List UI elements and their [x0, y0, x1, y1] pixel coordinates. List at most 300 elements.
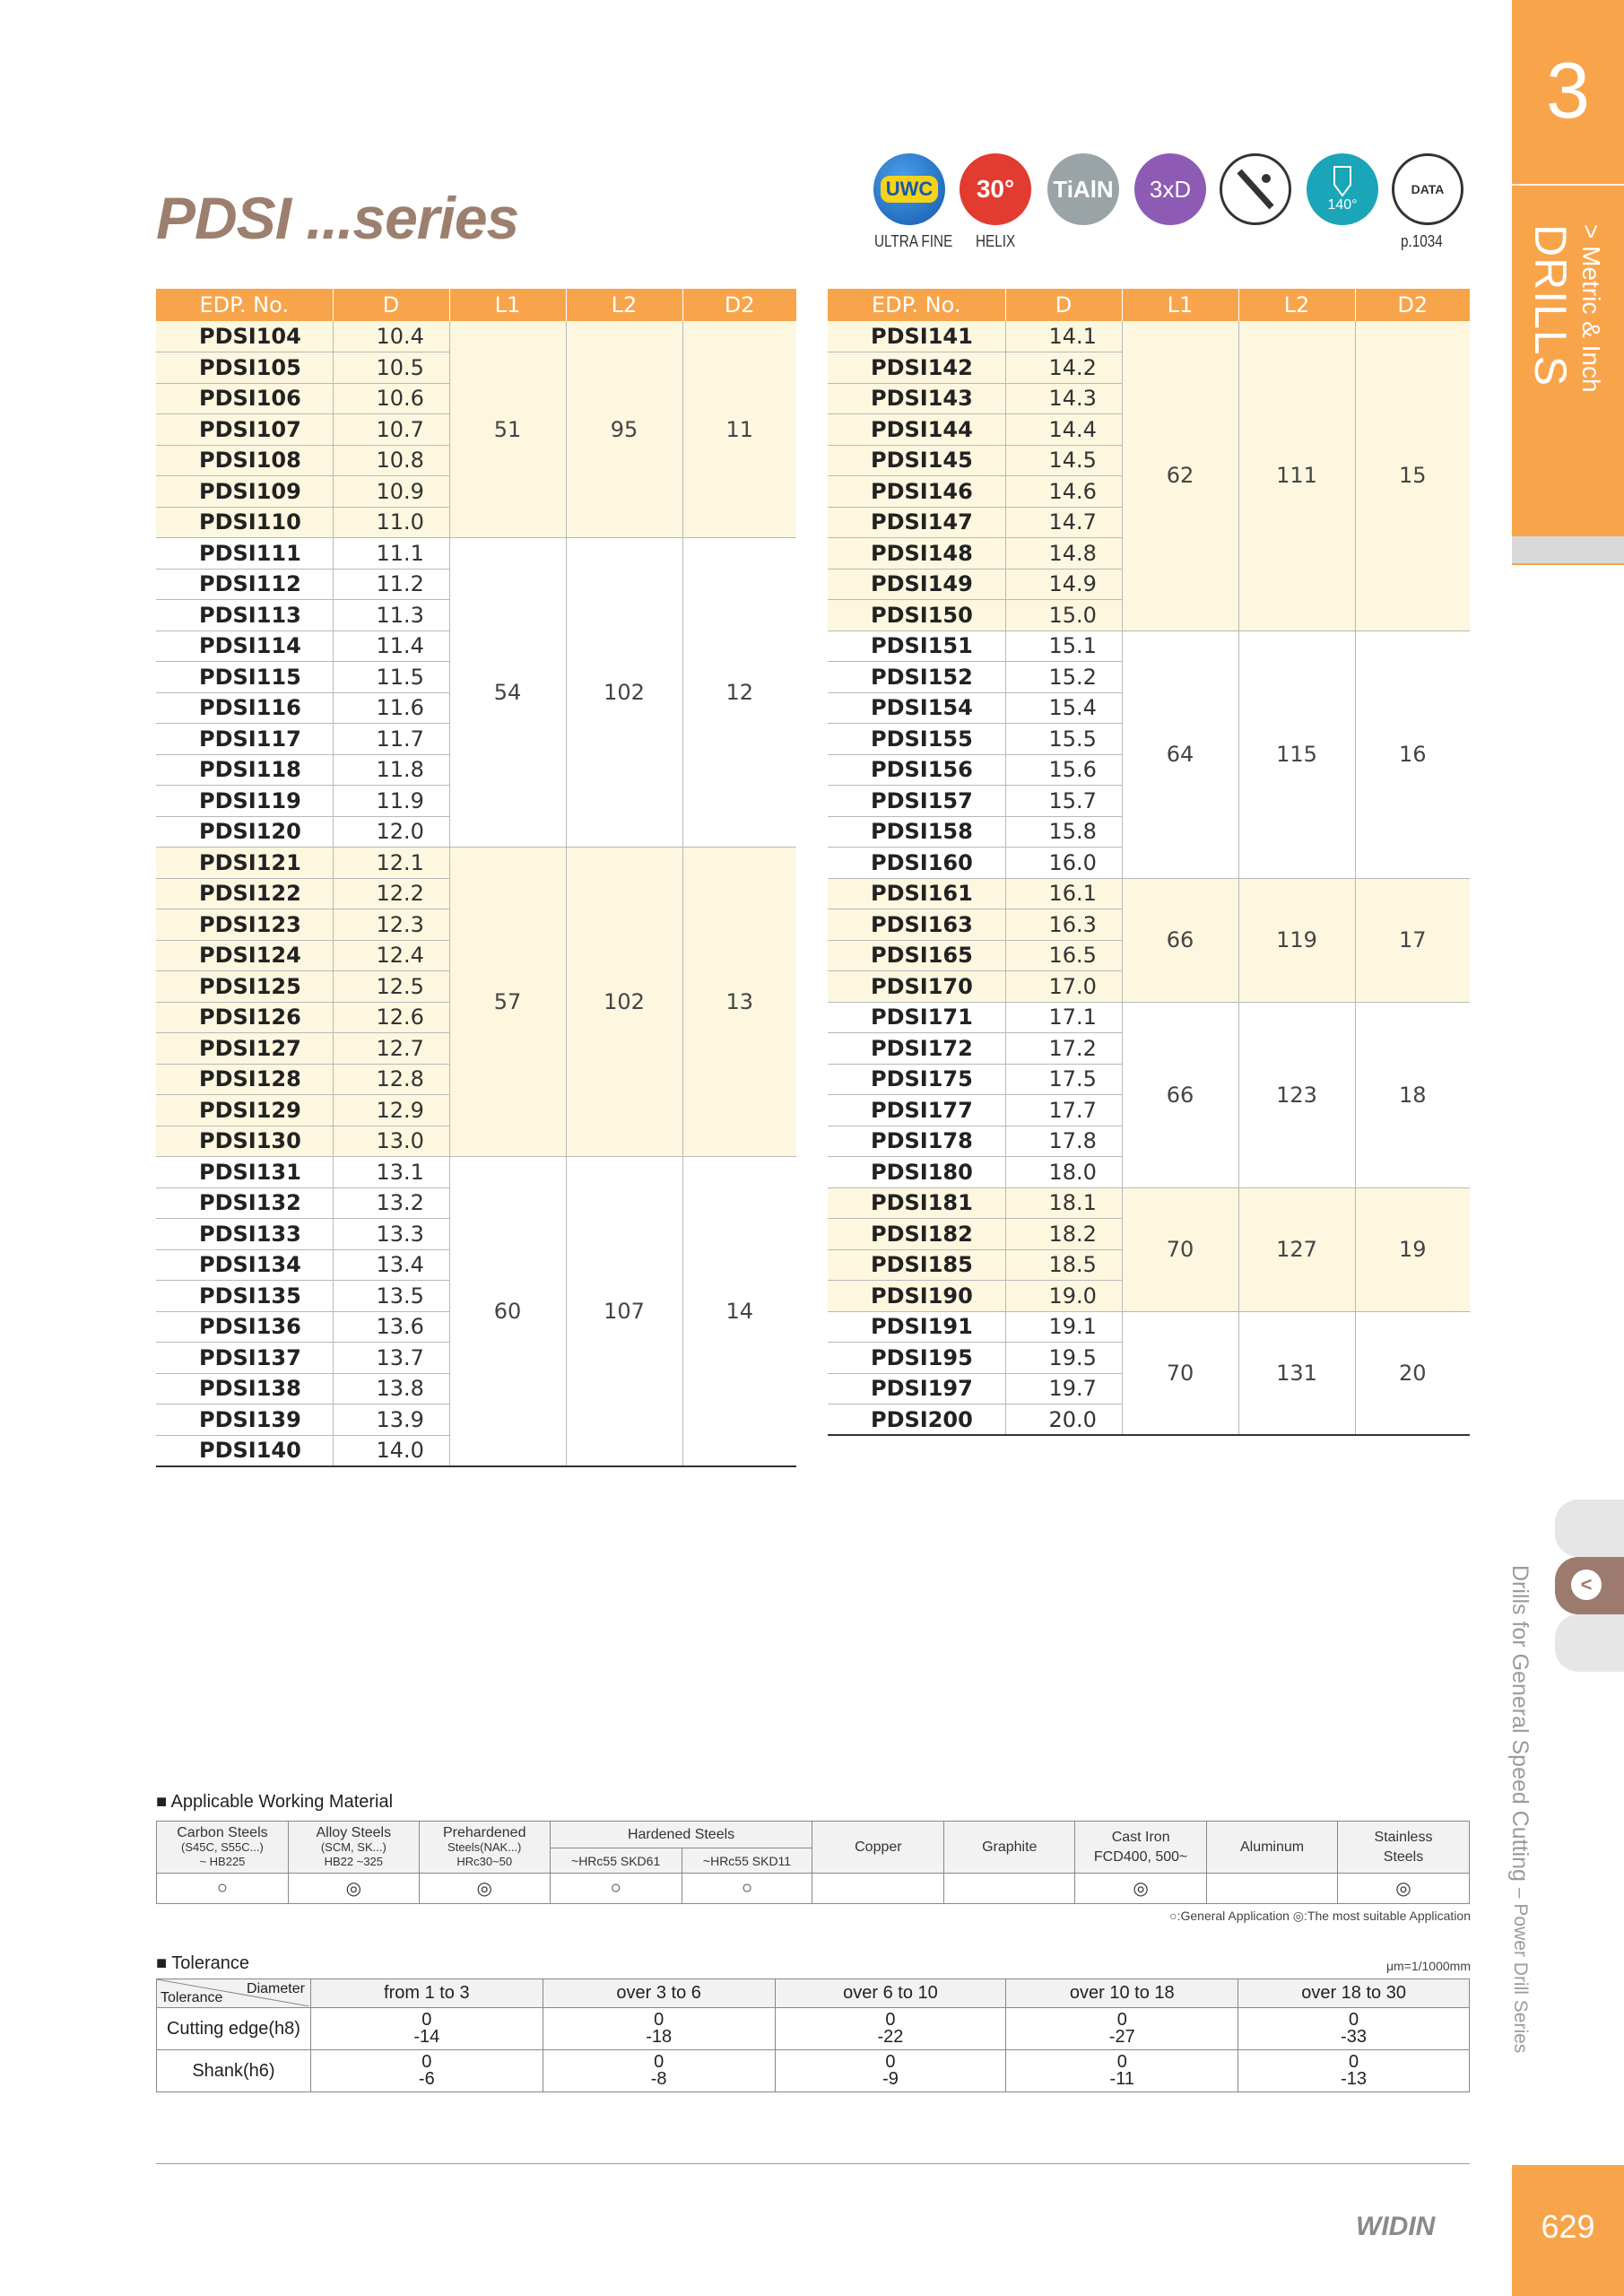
material-alloy-name: Alloy Steels — [316, 1824, 392, 1840]
tolerance-upper: 0 — [421, 2052, 432, 2072]
diameter-value: 11.8 — [333, 754, 449, 786]
diameter-value: 14.2 — [1005, 352, 1122, 384]
diameter-value: 11.0 — [333, 507, 449, 538]
tolerance-upper: 0 — [885, 2052, 896, 2072]
diameter-value: 11.9 — [333, 786, 449, 817]
spec-row — [828, 321, 1470, 352]
tolerance-col-header: from 1 to 3 — [310, 1979, 543, 2008]
diameter-value: 12.1 — [333, 848, 449, 879]
material-preh-name: Prehardened — [442, 1824, 526, 1840]
chapter-band-edge — [1512, 536, 1624, 563]
group-l1-value: 60 — [449, 1157, 566, 1466]
material-hardened-skd11: ~HRc55 SKD11 — [682, 1848, 812, 1874]
tialn-coating-icon: TiAlN — [1047, 153, 1119, 225]
material-hardened-skd61: ~HRc55 SKD61 — [550, 1848, 682, 1874]
tolerance-lower: -11 — [1109, 2069, 1134, 2089]
point-angle-icon — [1307, 153, 1378, 225]
edp-number: PDSI111 — [156, 538, 333, 570]
spec-table-right — [828, 289, 1470, 1436]
data-page-ref: p.1034 — [1401, 232, 1443, 250]
material-table — [156, 1821, 1470, 1904]
group-d2-value: 19 — [1355, 1187, 1470, 1311]
edp-number: PDSI139 — [156, 1405, 333, 1436]
edp-number: PDSI151 — [828, 631, 1005, 662]
side-caption — [1507, 1565, 1533, 2053]
edp-number: PDSI158 — [828, 816, 1005, 848]
edp-number: PDSI110 — [156, 507, 333, 538]
chapter-number: 3 — [1546, 46, 1590, 135]
tolerance-value — [543, 2050, 775, 2092]
material-graphite: Graphite — [944, 1822, 1075, 1874]
material-value: ○ — [157, 1874, 289, 1904]
tolerance-upper: 0 — [885, 2010, 896, 2030]
depth-3xd-icon: 3xD — [1134, 153, 1206, 225]
diameter-value: 13.8 — [333, 1373, 449, 1405]
diameter-value: 12.3 — [333, 909, 449, 941]
diameter-value: 13.5 — [333, 1281, 449, 1312]
edp-number: PDSI147 — [828, 507, 1005, 538]
diameter-value: 12.2 — [333, 878, 449, 909]
spec-row — [828, 878, 1470, 909]
group-l1-value: 51 — [449, 321, 566, 538]
side-tabs — [1555, 1500, 1624, 1672]
diameter-value: 15.1 — [1005, 631, 1122, 662]
material-castiron-name: Cast Iron — [1111, 1829, 1170, 1845]
edp-number: PDSI150 — [828, 600, 1005, 631]
edp-number: PDSI104 — [156, 321, 333, 352]
edp-number: PDSI132 — [156, 1187, 333, 1219]
group-l1-value: 66 — [1122, 1002, 1238, 1187]
group-l2-value: 127 — [1238, 1187, 1355, 1311]
tolerance-row — [157, 2008, 1470, 2050]
edp-number: PDSI138 — [156, 1373, 333, 1405]
edp-number: PDSI157 — [828, 786, 1005, 817]
group-l2-value: 95 — [566, 321, 682, 538]
diameter-value: 13.9 — [333, 1405, 449, 1436]
spec-table-left — [156, 289, 796, 1467]
material-value: ◎ — [419, 1874, 550, 1904]
diameter-value: 15.8 — [1005, 816, 1122, 848]
data-icon: DATA — [1392, 153, 1463, 225]
material-stainless — [1338, 1822, 1470, 1874]
diameter-value: 19.7 — [1005, 1373, 1122, 1405]
edp-number: PDSI171 — [828, 1002, 1005, 1033]
diameter-value: 13.4 — [333, 1249, 449, 1281]
tolerance-upper: 0 — [1116, 2010, 1127, 2030]
tolerance-row-label: Cutting edge(h8) — [157, 2008, 311, 2050]
diameter-value: 14.4 — [1005, 414, 1122, 446]
material-value — [944, 1874, 1075, 1904]
edp-number: PDSI133 — [156, 1219, 333, 1250]
tolerance-value — [310, 2008, 543, 2050]
tolerance-corner-diameter: Diameter — [247, 1981, 305, 1996]
tolerance-value — [775, 2008, 1006, 2050]
edp-number: PDSI136 — [156, 1311, 333, 1343]
edp-number: PDSI146 — [828, 476, 1005, 508]
edp-number: PDSI165 — [828, 940, 1005, 971]
diameter-value: 12.7 — [333, 1033, 449, 1065]
material-legend-note: ○:General Application ◎:The most suitable Application — [1169, 1909, 1471, 1923]
helix-label: HELIX — [976, 232, 1016, 250]
spec-row — [156, 1157, 796, 1188]
tolerance-table — [156, 1979, 1470, 2092]
material-carbon-name: Carbon Steels — [177, 1824, 268, 1840]
tolerance-lower: -9 — [882, 2069, 899, 2089]
diameter-value: 14.8 — [1005, 538, 1122, 570]
edp-number: PDSI135 — [156, 1281, 333, 1312]
edp-number: PDSI118 — [156, 754, 333, 786]
chevron-left-icon: < — [1571, 1570, 1602, 1600]
group-l2-value: 131 — [1238, 1311, 1355, 1435]
group-l2-value: 102 — [566, 848, 682, 1157]
diameter-value: 11.2 — [333, 569, 449, 600]
group-d2-value: 13 — [682, 848, 796, 1157]
diameter-value: 14.6 — [1005, 476, 1122, 508]
header-edp: EDP. No. — [828, 289, 1005, 321]
material-castiron-sub: FCD400, 500~ — [1093, 1848, 1188, 1865]
diameter-value: 19.1 — [1005, 1311, 1122, 1343]
drill-point-glyph — [1329, 165, 1356, 197]
edp-number: PDSI170 — [828, 971, 1005, 1003]
header-l1: L1 — [449, 289, 566, 321]
diameter-value: 20.0 — [1005, 1405, 1122, 1436]
diameter-value: 15.5 — [1005, 724, 1122, 755]
group-l2-value: 123 — [1238, 1002, 1355, 1187]
helix-icon: 30° — [960, 153, 1031, 225]
group-d2-value: 20 — [1355, 1311, 1470, 1435]
edp-number: PDSI115 — [156, 662, 333, 693]
spec-table-header — [828, 289, 1470, 321]
page-number: 629 — [1541, 2208, 1595, 2245]
edp-number: PDSI197 — [828, 1373, 1005, 1405]
edp-number: PDSI175 — [828, 1064, 1005, 1095]
diameter-value: 17.0 — [1005, 971, 1122, 1003]
tolerance-unit: μm=1/1000mm — [1385, 1959, 1471, 1973]
tolerance-upper: 0 — [1116, 2052, 1127, 2072]
spec-row — [828, 631, 1470, 662]
edp-number: PDSI130 — [156, 1126, 333, 1157]
edp-number: PDSI127 — [156, 1033, 333, 1065]
diameter-value: 17.2 — [1005, 1033, 1122, 1065]
footer-rule — [156, 2163, 1470, 2164]
tolerance-value — [1238, 2008, 1470, 2050]
header-l1: L1 — [1122, 289, 1238, 321]
tolerance-col-header: over 10 to 18 — [1006, 1979, 1238, 2008]
diameter-value: 15.6 — [1005, 754, 1122, 786]
diameter-value: 13.6 — [333, 1311, 449, 1343]
edp-number: PDSI129 — [156, 1095, 333, 1126]
tolerance-lower: -27 — [1108, 2027, 1135, 2047]
edp-number: PDSI105 — [156, 352, 333, 384]
section-title — [1524, 224, 1614, 520]
edp-number: PDSI156 — [828, 754, 1005, 786]
side-tab-active[interactable] — [1555, 1557, 1624, 1614]
material-preh-hrc: HRc30~50 — [456, 1854, 513, 1868]
group-d2-value: 12 — [682, 538, 796, 848]
diameter-value: 11.7 — [333, 724, 449, 755]
edp-number: PDSI172 — [828, 1033, 1005, 1065]
material-alloy — [288, 1822, 419, 1874]
diameter-value: 12.4 — [333, 940, 449, 971]
group-d2-value: 16 — [1355, 631, 1470, 878]
edp-number: PDSI131 — [156, 1157, 333, 1188]
diameter-value: 11.3 — [333, 600, 449, 631]
tolerance-lower: -18 — [646, 2027, 673, 2047]
group-l1-value: 64 — [1122, 631, 1238, 878]
diameter-value: 15.4 — [1005, 692, 1122, 724]
tolerance-lower: -14 — [413, 2027, 440, 2047]
group-l1-value: 57 — [449, 848, 566, 1157]
widin-logo: WIDIN — [1356, 2212, 1436, 2241]
edp-number: PDSI113 — [156, 600, 333, 631]
spec-row — [156, 848, 796, 879]
group-d2-value: 17 — [1355, 878, 1470, 1002]
header-l2: L2 — [566, 289, 682, 321]
section-title-small: > Metric & Inch — [1577, 224, 1605, 393]
edp-number: PDSI148 — [828, 538, 1005, 570]
diameter-value: 14.1 — [1005, 321, 1122, 352]
diameter-value: 10.8 — [333, 445, 449, 476]
diameter-value: 19.5 — [1005, 1343, 1122, 1374]
edp-number: PDSI195 — [828, 1343, 1005, 1374]
diameter-value: 10.6 — [333, 383, 449, 414]
edp-number: PDSI163 — [828, 909, 1005, 941]
section-title-big: DRILLS — [1525, 224, 1576, 387]
edp-number: PDSI140 — [156, 1435, 333, 1466]
point-angle-text: 140° — [1327, 197, 1358, 213]
header-l2: L2 — [1238, 289, 1355, 321]
uwc-icon-text: UWC — [881, 176, 939, 203]
tolerance-row — [157, 2050, 1470, 2092]
material-value: ◎ — [288, 1874, 419, 1904]
edp-number: PDSI180 — [828, 1157, 1005, 1188]
material-stainless-sub: Steels — [1383, 1848, 1424, 1865]
edp-number: PDSI121 — [156, 848, 333, 879]
edp-number: PDSI145 — [828, 445, 1005, 476]
tolerance-corner-cell — [157, 1979, 311, 2008]
group-l2-value: 115 — [1238, 631, 1355, 878]
tolerance-lower: -33 — [1341, 2027, 1368, 2047]
material-value: ○ — [682, 1874, 812, 1904]
edp-number: PDSI185 — [828, 1249, 1005, 1281]
edp-number: PDSI142 — [828, 352, 1005, 384]
diameter-value: 16.0 — [1005, 848, 1122, 879]
diameter-value: 14.3 — [1005, 383, 1122, 414]
edp-number: PDSI128 — [156, 1064, 333, 1095]
group-l1-value: 62 — [1122, 321, 1238, 631]
diameter-value: 12.9 — [333, 1095, 449, 1126]
edp-number: PDSI177 — [828, 1095, 1005, 1126]
tolerance-upper: 0 — [654, 2010, 664, 2030]
tolerance-col-header: over 18 to 30 — [1238, 1979, 1470, 2008]
group-d2-value: 11 — [682, 321, 796, 538]
header-d: D — [1005, 289, 1122, 321]
side-caption-sub: – Power Drill Series — [1510, 1887, 1531, 2054]
tolerance-lower: -22 — [877, 2027, 904, 2047]
group-l1-value: 66 — [1122, 878, 1238, 1002]
diameter-value: 16.1 — [1005, 878, 1122, 909]
diameter-value: 14.5 — [1005, 445, 1122, 476]
diameter-value: 13.0 — [333, 1126, 449, 1157]
edp-number: PDSI181 — [828, 1187, 1005, 1219]
material-alloy-hb: HB22 ~325 — [324, 1854, 384, 1868]
tolerance-value — [775, 2050, 1006, 2092]
material-aluminum: Aluminum — [1207, 1822, 1338, 1874]
diameter-value: 11.5 — [333, 662, 449, 693]
group-l2-value: 107 — [566, 1157, 682, 1466]
diameter-value: 10.5 — [333, 352, 449, 384]
edp-number: PDSI114 — [156, 631, 333, 662]
tolerance-lower: -6 — [418, 2069, 435, 2089]
material-alloy-sub: (SCM, SK...) — [320, 1839, 386, 1854]
tolerance-row-label: Shank(h6) — [157, 2050, 311, 2092]
material-value: ◎ — [1338, 1874, 1470, 1904]
diameter-value: 14.7 — [1005, 507, 1122, 538]
edp-number: PDSI161 — [828, 878, 1005, 909]
spec-row — [828, 1311, 1470, 1343]
diameter-value: 15.0 — [1005, 600, 1122, 631]
diameter-value: 13.3 — [333, 1219, 449, 1250]
diameter-value: 16.5 — [1005, 940, 1122, 971]
diameter-value: 13.2 — [333, 1187, 449, 1219]
tolerance-col-header: over 6 to 10 — [775, 1979, 1006, 2008]
group-d2-value: 18 — [1355, 1002, 1470, 1187]
header-d: D — [333, 289, 449, 321]
header-d2: D2 — [682, 289, 796, 321]
tolerance-heading: ■ Tolerance — [156, 1953, 249, 1973]
diameter-value: 17.5 — [1005, 1064, 1122, 1095]
tolerance-upper: 0 — [1349, 2052, 1359, 2072]
diameter-value: 14.9 — [1005, 569, 1122, 600]
chapter-divider — [1512, 184, 1624, 186]
group-l1-value: 54 — [449, 538, 566, 848]
diameter-value: 15.2 — [1005, 662, 1122, 693]
edp-number: PDSI134 — [156, 1249, 333, 1281]
diameter-value: 12.5 — [333, 971, 449, 1003]
group-l1-value: 70 — [1122, 1187, 1238, 1311]
tolerance-lower: -13 — [1341, 2069, 1368, 2089]
edp-number: PDSI182 — [828, 1219, 1005, 1250]
group-l1-value: 70 — [1122, 1311, 1238, 1435]
tolerance-upper: 0 — [1349, 2010, 1359, 2030]
diameter-value: 11.1 — [333, 538, 449, 570]
diameter-value: 12.0 — [333, 816, 449, 848]
material-value: ○ — [550, 1874, 682, 1904]
diameter-value: 10.9 — [333, 476, 449, 508]
diameter-value: 11.4 — [333, 631, 449, 662]
edp-number: PDSI144 — [828, 414, 1005, 446]
edp-number: PDSI155 — [828, 724, 1005, 755]
group-d2-value: 14 — [682, 1157, 796, 1466]
diameter-value: 13.1 — [333, 1157, 449, 1188]
edp-number: PDSI149 — [828, 569, 1005, 600]
material-header-row — [157, 1822, 1470, 1848]
header-edp: EDP. No. — [156, 289, 333, 321]
group-l2-value: 111 — [1238, 321, 1355, 631]
spec-row — [828, 1002, 1470, 1033]
side-caption-main: Drills for General Speed Cutting — [1507, 1565, 1533, 1882]
edp-number: PDSI200 — [828, 1405, 1005, 1436]
edp-number: PDSI108 — [156, 445, 333, 476]
tolerance-value — [310, 2050, 543, 2092]
group-l2-value: 102 — [566, 538, 682, 848]
diameter-value: 14.0 — [333, 1435, 449, 1466]
edp-number: PDSI109 — [156, 476, 333, 508]
tolerance-value — [1006, 2050, 1238, 2092]
edp-number: PDSI190 — [828, 1281, 1005, 1312]
diameter-value: 15.7 — [1005, 786, 1122, 817]
spec-row — [156, 538, 796, 570]
diameter-value: 17.8 — [1005, 1126, 1122, 1157]
material-carbon-hb: ~ HB225 — [199, 1854, 246, 1868]
edp-number: PDSI191 — [828, 1311, 1005, 1343]
edp-number: PDSI117 — [156, 724, 333, 755]
diameter-value: 17.1 — [1005, 1002, 1122, 1033]
side-tab-bottom[interactable] — [1555, 1614, 1624, 1672]
tolerance-value — [1238, 2050, 1470, 2092]
diameter-value: 18.1 — [1005, 1187, 1122, 1219]
diameter-value: 11.6 — [333, 692, 449, 724]
material-stainless-name: Stainless — [1374, 1829, 1433, 1845]
edp-number: PDSI126 — [156, 1002, 333, 1033]
uwc-icon — [873, 153, 945, 225]
edp-number: PDSI107 — [156, 414, 333, 446]
drill-tool-glyph — [1230, 164, 1281, 214]
material-castiron — [1075, 1822, 1207, 1874]
diameter-value: 18.5 — [1005, 1249, 1122, 1281]
edp-number: PDSI137 — [156, 1343, 333, 1374]
material-carbon — [157, 1822, 289, 1874]
tolerance-upper: 0 — [654, 2052, 664, 2072]
material-value — [1207, 1874, 1338, 1904]
diameter-value: 10.4 — [333, 321, 449, 352]
diameter-value: 19.0 — [1005, 1281, 1122, 1312]
edp-number: PDSI160 — [828, 848, 1005, 879]
edp-number: PDSI123 — [156, 909, 333, 941]
edp-number: PDSI119 — [156, 786, 333, 817]
material-prehardened — [419, 1822, 550, 1874]
material-hardened: Hardened Steels — [550, 1822, 812, 1848]
header-d2: D2 — [1355, 289, 1470, 321]
edp-number: PDSI154 — [828, 692, 1005, 724]
side-tab-top[interactable] — [1555, 1500, 1624, 1557]
diameter-value: 13.7 — [333, 1343, 449, 1374]
uwc-label: ULTRA FINE — [874, 232, 953, 250]
edp-number: PDSI122 — [156, 878, 333, 909]
edp-number: PDSI178 — [828, 1126, 1005, 1157]
edp-number: PDSI120 — [156, 816, 333, 848]
edp-number: PDSI152 — [828, 662, 1005, 693]
diameter-value: 10.7 — [333, 414, 449, 446]
edp-number: PDSI112 — [156, 569, 333, 600]
diameter-value: 12.6 — [333, 1002, 449, 1033]
edp-number: PDSI125 — [156, 971, 333, 1003]
tolerance-value — [543, 2008, 775, 2050]
edp-number: PDSI143 — [828, 383, 1005, 414]
diameter-value: 17.7 — [1005, 1095, 1122, 1126]
group-l2-value: 119 — [1238, 878, 1355, 1002]
tolerance-upper: 0 — [421, 2010, 432, 2030]
tolerance-value — [1006, 2008, 1238, 2050]
edp-number: PDSI124 — [156, 940, 333, 971]
diameter-value: 12.8 — [333, 1064, 449, 1095]
material-heading: ■ Applicable Working Material — [156, 1792, 394, 1812]
material-preh-sub: Steels(NAK...) — [447, 1839, 522, 1854]
group-d2-value: 15 — [1355, 321, 1470, 631]
material-value — [812, 1874, 944, 1904]
material-copper: Copper — [812, 1822, 944, 1874]
diameter-value: 18.0 — [1005, 1157, 1122, 1188]
